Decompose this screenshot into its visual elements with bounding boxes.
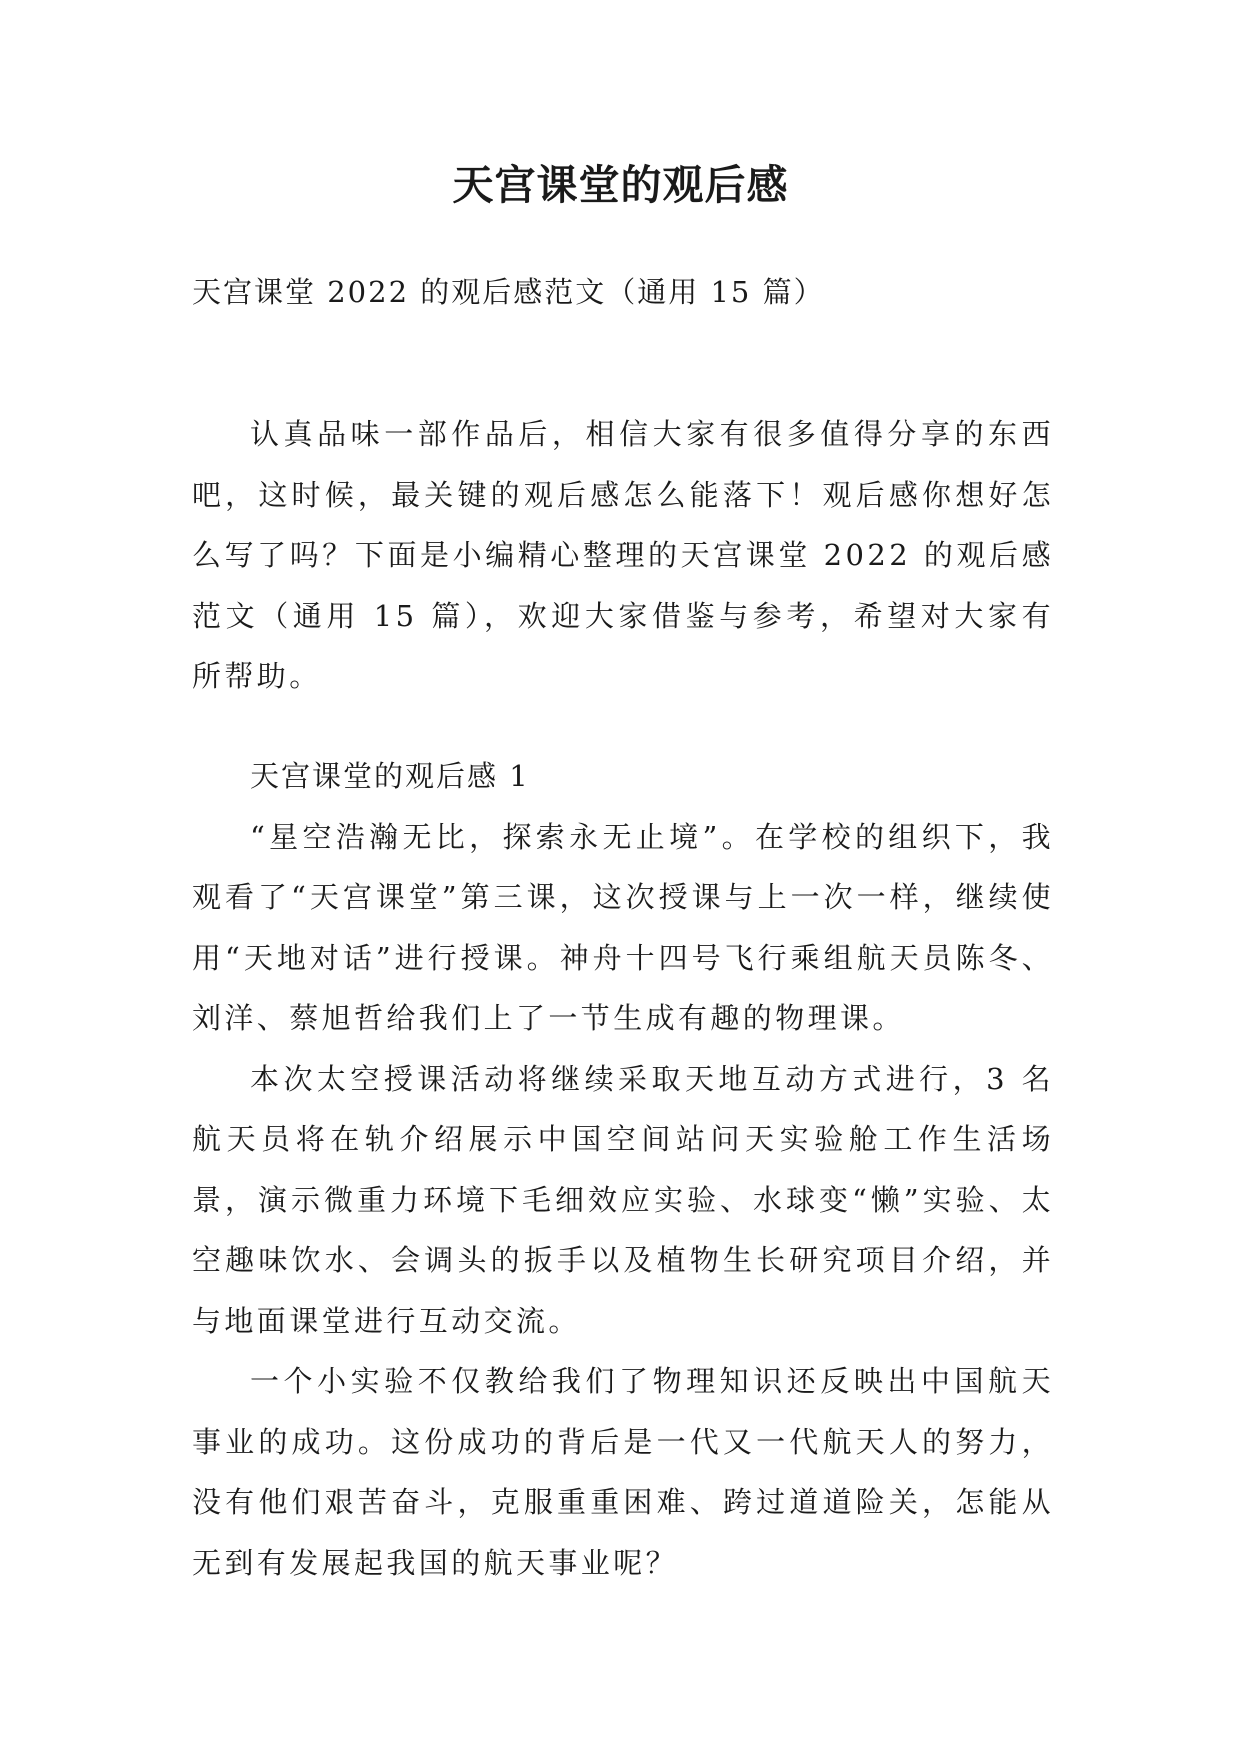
document-subtitle: 天宫课堂 2022 的观后感范文（通用 15 篇）	[192, 275, 825, 309]
document-title: 天宫课堂的观后感	[452, 161, 789, 209]
body-paragraph: 本次太空授课活动将继续采取天地互动方式进行，3 名航天员将在轨介绍展示中国空间站问天实验舱工作生活场景，演示微重力环境下毛细效应实验、水球变“懒”实验、太空趣味饮水、会调头的扳手以及植物生长研究项目介绍，并与地面课堂进行互动交流。	[192, 1061, 1054, 1338]
section-heading: 天宫课堂的观后感 1	[250, 759, 530, 793]
essay-section	[192, 746, 1054, 1593]
body-paragraph: “星空浩瀚无比，探索永无止境”。在学校的组织下，我观看了“天宫课堂”第三课，这次授课与上一次一样，继续使用“天地对话”进行授课。神舟十四号飞行乘组航天员陈冬、刘洋、蔡旭哲给我们上了一节生成有趣的物理课。	[192, 819, 1054, 1035]
intro-paragraph: 认真品味一部作品后，相信大家有很多值得分享的东西吧，这时候，最关键的观后感怎么能落下！观后感你想好怎么写了吗？下面是小编精心整理的天宫课堂 2022 的观后感范文（通用 15 篇），欢迎大家借鉴与参考，希望对大家有所帮助。	[192, 417, 1054, 693]
intro-block	[192, 404, 1054, 707]
body-paragraph: 一个小实验不仅教给我们了物理知识还反映出中国航天事业的成功。这份成功的背后是一代又一代航天人的努力，没有他们艰苦奋斗，克服重重困难、跨过道道险关，怎能从无到有发展起我国的航天事业呢？	[192, 1364, 1054, 1580]
